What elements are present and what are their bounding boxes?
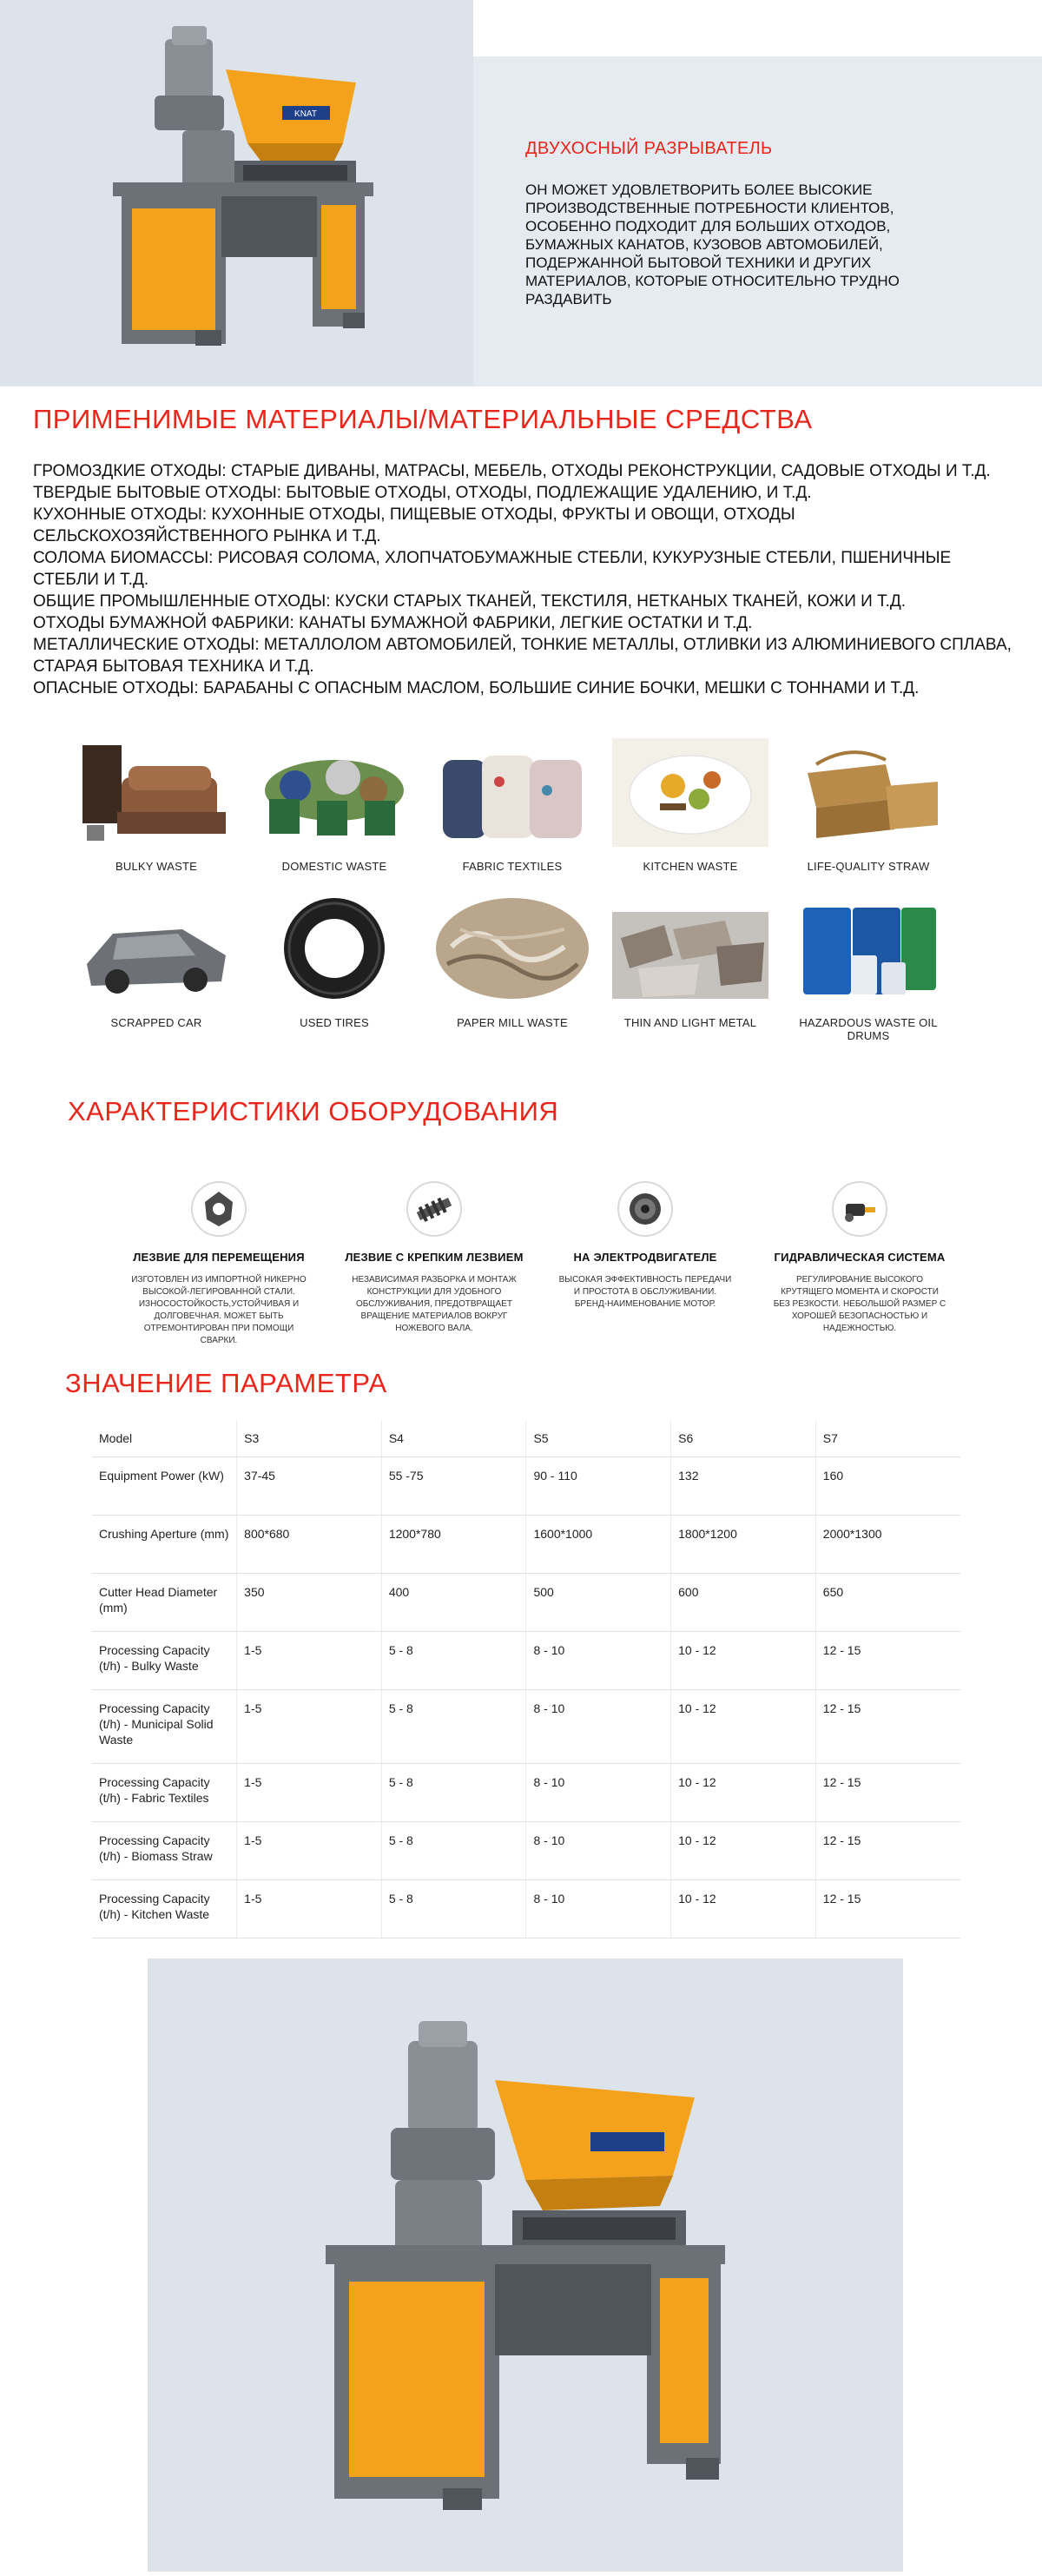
table-cell: 8 - 10 xyxy=(526,1822,671,1880)
material-item-paper-mill-waste xyxy=(425,895,599,1029)
table-cell: 10 - 12 xyxy=(671,1880,816,1939)
table-cell: 12 - 15 xyxy=(815,1764,960,1822)
table-cell: 1-5 xyxy=(237,1880,382,1939)
materials-line: ОБЩИЕ ПРОМЫШЛЕННЫЕ ОТХОДЫ: КУСКИ СТАРЫХ ТКАНЕЙ, ТЕКСТИЛЯ, НЕТКАНЫХ ТКАНЕЙ, КОЖИ И Т.Д. xyxy=(33,592,906,611)
table-row xyxy=(92,1822,960,1880)
material-label: THIN AND LIGHT METAL xyxy=(623,1016,757,1029)
table-cell: 12 - 15 xyxy=(815,1822,960,1880)
table-cell: 10 - 12 xyxy=(671,1822,816,1880)
feature-title: ЛЕЗВИЕ С КРЕПКИМ ЛЕЗВИЕМ xyxy=(345,1251,524,1264)
material-item-used-tires xyxy=(247,895,421,1029)
table-cell: Equipment Power (kW) xyxy=(92,1457,237,1516)
features-title: ХАРАКТЕРИСТИКИ ОБОРУДОВАНИЯ xyxy=(68,1096,559,1126)
table-cell: 8 - 10 xyxy=(526,1880,671,1939)
params-title: ЗНАЧЕНИЕ ПАРАМЕТРА xyxy=(65,1368,387,1398)
hero-description: ОН МОЖЕТ УДОВЛЕТВОРИТЬ БОЛЕЕ ВЫСОКИЕ ПРОИЗВОДСТВЕННЫЕ ПОТРЕБНОСТИ КЛИЕНТОВ, ОСОБЕННО ПОДХОДИТ ДЛЯ БОЛЬШИХ ОТХОДОВ, БУМАЖНЫХ КАНАТОВ, КУЗОВОВ АВТОМОБИЛЕЙ, ПОДЕРЖАННОЙ БЫТОВОЙ ТЕХНИКИ И ДРУГИХ МАТЕРИАЛОВ, КОТОРЫЕ ОТНОСИТЕЛЬНО ТРУДНО РАЗДАВИТЬ xyxy=(525,182,900,307)
table-cell: 10 - 12 xyxy=(671,1632,816,1690)
table-cell: Processing Capacity (t/h) - Fabric Textiles xyxy=(92,1764,237,1822)
materials-line: ОТХОДЫ БУМАЖНОЙ ФАБРИКИ: КАНАТЫ БУМАЖНОЙ ФАБРИКИ, ЛЕГКИЕ ОСТАТКИ И Т.Д. xyxy=(33,614,753,632)
materials-line: КУХОННЫЕ ОТХОДЫ: КУХОННЫЕ ОТХОДЫ, ПИЩЕВЫЕ ОТХОДЫ, ФРУКТЫ И ОВОЩИ, ОТХОДЫ СЕЛЬСКОХОЗЯЙСТВЕННОГО РЫНКА И Т.Д. xyxy=(33,505,795,545)
material-label: BULKY WASTE xyxy=(115,860,197,873)
feature-description: НЕЗАВИСИМАЯ РАЗБОРКА И МОНТАЖ КОНСТРУКЦИИ ДЛЯ УДОБНОГО ОБСЛУЖИВАНИЯ, ПРЕДОТВРАЩАЕТ ВРАЩЕНИЕ МАТЕРИАЛОВ ВОКРУГ НОЖЕВОГО ВАЛА. xyxy=(352,1275,517,1333)
material-label: HAZARDOUS WASTE OIL DRUMS xyxy=(799,1016,938,1042)
feature-item xyxy=(334,1181,534,1335)
table-cell: 5 - 8 xyxy=(381,1880,526,1939)
table-cell: 350 xyxy=(237,1574,382,1632)
motor-icon xyxy=(617,1181,673,1237)
bottom-image-panel xyxy=(148,1958,903,2572)
table-header-cell: Model xyxy=(92,1420,237,1457)
paper-waste-photo xyxy=(434,895,590,1003)
table-cell: 10 - 12 xyxy=(671,1690,816,1764)
material-item-oil-drums xyxy=(782,895,955,1042)
table-cell: 160 xyxy=(815,1457,960,1516)
table-cell: 5 - 8 xyxy=(381,1764,526,1822)
table-row xyxy=(92,1516,960,1574)
feature-description: ИЗГОТОВЛЕН ИЗ ИМПОРТНОЙ НИКЕРНО ВЫСОКОЙ-ЛЕГИРОВАННОЙ СТАЛИ. ИЗНОСОСТОЙКОСТЬ,УСТОЙЧИВАЯ И ДОЛГОВЕЧНАЯ. МОЖЕТ БЫТЬ ОТРЕМОНТИРОВАН ПРИ ПОМОЩИ СВАРКИ. xyxy=(131,1275,307,1345)
material-label: FABRIC TEXTILES xyxy=(462,860,563,873)
food-scraps-photo xyxy=(612,738,768,847)
table-cell: 132 xyxy=(671,1457,816,1516)
hero-image-panel xyxy=(0,0,473,386)
table-cell: 5 - 8 xyxy=(381,1632,526,1690)
table-cell: Processing Capacity (t/h) - Municipal Solid Waste xyxy=(92,1690,237,1764)
table-cell: 5 - 8 xyxy=(381,1690,526,1764)
table-cell: 1-5 xyxy=(237,1632,382,1690)
material-item-bulky-waste xyxy=(69,738,243,873)
spec-table xyxy=(92,1420,960,1939)
material-item-kitchen-waste xyxy=(603,738,777,873)
hero-title: ДВУХОСНЫЙ РАЗРЫВАТЕЛЬ xyxy=(525,139,773,158)
table-cell: 500 xyxy=(526,1574,671,1632)
feature-title: ЛЕЗВИЕ ДЛЯ ПЕРЕМЕЩЕНИЯ xyxy=(133,1251,305,1264)
table-cell: 12 - 15 xyxy=(815,1632,960,1690)
table-header-cell: S4 xyxy=(381,1420,526,1457)
table-cell: Processing Capacity (t/h) - Biomass Straw xyxy=(92,1822,237,1880)
table-cell: 8 - 10 xyxy=(526,1690,671,1764)
table-cell: Processing Capacity (t/h) - Kitchen Waste xyxy=(92,1880,237,1939)
straw-bales-photo xyxy=(790,738,946,847)
table-cell: 12 - 15 xyxy=(815,1690,960,1764)
table-header-cell: S6 xyxy=(671,1420,816,1457)
table-row xyxy=(92,1690,960,1764)
table-cell: 90 - 110 xyxy=(526,1457,671,1516)
table-row xyxy=(92,1764,960,1822)
material-item-scrapped-car xyxy=(69,895,243,1029)
blade-icon xyxy=(191,1181,247,1237)
table-cell: 1-5 xyxy=(237,1764,382,1822)
feature-title: НА ЭЛЕКТРОДВИГАТЕЛЕ xyxy=(573,1251,717,1264)
table-cell: 12 - 15 xyxy=(815,1880,960,1939)
table-cell: 600 xyxy=(671,1574,816,1632)
table-cell: 1600*1000 xyxy=(526,1516,671,1574)
table-cell: 5 - 8 xyxy=(381,1822,526,1880)
table-cell: 1200*780 xyxy=(381,1516,526,1574)
material-label: PAPER MILL WASTE xyxy=(457,1016,568,1029)
material-item-domestic-waste xyxy=(247,738,421,873)
table-cell: 2000*1300 xyxy=(815,1516,960,1574)
materials-line: ТВЕРДЫЕ БЫТОВЫЕ ОТХОДЫ: БЫТОВЫЕ ОТХОДЫ, ОТХОДЫ, ПОДЛЕЖАЩИЕ УДАЛЕНИЮ, И Т.Д. xyxy=(33,484,812,502)
feature-description: РЕГУЛИРОВАНИЕ ВЫСОКОГО КРУТЯЩЕГО МОМЕНТА И СКОРОСТИ БЕЗ РЕЗКОСТИ. НЕБОЛЬШОЙ РАЗМЕР С ХОРОШЕЙ БЕЗОПАСНОСТЬЮ И НАДЕЖНОСТЬЮ. xyxy=(773,1275,946,1333)
feature-description: ВЫСОКАЯ ЭФФЕКТИВНОСТЬ ПЕРЕДАЧИ И ПРОСТОТА В ОБСЛУЖИВАНИИ. БРЕНД-НАИМЕНОВАНИЕ МОТОР. xyxy=(558,1275,732,1309)
hydraulic-icon xyxy=(832,1181,887,1237)
hero-section xyxy=(0,0,1042,386)
material-label: KITCHEN WASTE xyxy=(643,860,738,873)
table-row xyxy=(92,1574,960,1632)
feature-item xyxy=(545,1181,745,1311)
material-item-life-quality-straw xyxy=(782,738,955,873)
material-label: USED TIRES xyxy=(300,1016,369,1029)
table-cell: 37-45 xyxy=(237,1457,382,1516)
table-row xyxy=(92,1457,960,1516)
shaft-icon xyxy=(406,1181,462,1237)
feature-item xyxy=(760,1181,960,1335)
table-cell: 1-5 xyxy=(237,1690,382,1764)
table-cell: Crushing Aperture (mm) xyxy=(92,1516,237,1574)
table-cell: 1-5 xyxy=(237,1822,382,1880)
oil-drums-photo xyxy=(790,895,946,1003)
table-header-cell: S7 xyxy=(815,1420,960,1457)
tire-photo xyxy=(256,895,412,1003)
material-label: SCRAPPED CAR xyxy=(110,1016,202,1029)
garbage-bins-photo xyxy=(256,738,412,847)
table-row xyxy=(92,1632,960,1690)
materials-line: ГРОМОЗДКИЕ ОТХОДЫ: СТАРЫЕ ДИВАНЫ, МАТРАСЫ, МЕБЕЛЬ, ОТХОДЫ РЕКОНСТРУКЦИИ, САДОВЫЕ ОТХОДЫ И Т.Д. xyxy=(33,462,991,480)
feature-title: ГИДРАВЛИЧЕСКАЯ СИСТЕМА xyxy=(774,1251,946,1264)
material-label: LIFE-QUALITY STRAW xyxy=(807,860,930,873)
table-cell: Processing Capacity (t/h) - Bulky Waste xyxy=(92,1632,237,1690)
sofa-furniture-photo xyxy=(78,738,234,847)
table-cell: 400 xyxy=(381,1574,526,1632)
materials-list xyxy=(33,460,1014,699)
materials-title: ПРИМЕНИМЫЕ МАТЕРИАЛЫ/МАТЕРИАЛЬНЫЕ СРЕДСТВА xyxy=(33,404,813,434)
shredder-machine-large-image xyxy=(148,1958,903,2572)
materials-line: МЕТАЛЛИЧЕСКИЕ ОТХОДЫ: МЕТАЛЛОЛОМ АВТОМОБИЛЕЙ, ТОНКИЕ МЕТАЛЛЫ, ОТЛИВКИ ИЗ АЛЮМИНИЕВОГО СПЛАВА, СТАРАЯ БЫТОВАЯ ТЕХНИКА И Т.Д. xyxy=(33,636,1012,676)
feature-item xyxy=(119,1181,319,1347)
machine-logo-text: KNAT xyxy=(294,109,317,119)
table-cell: 8 - 10 xyxy=(526,1764,671,1822)
table-header-cell: S5 xyxy=(526,1420,671,1457)
table-cell: 650 xyxy=(815,1574,960,1632)
table-cell: Cutter Head Diameter (mm) xyxy=(92,1574,237,1632)
table-cell: 1800*1200 xyxy=(671,1516,816,1574)
table-header-row xyxy=(92,1420,960,1457)
table-row xyxy=(92,1880,960,1939)
table-header-cell: S3 xyxy=(237,1420,382,1457)
table-cell: 55 -75 xyxy=(381,1457,526,1516)
materials-line: СОЛОМА БИОМАССЫ: РИСОВАЯ СОЛОМА, ХЛОПЧАТОБУМАЖНЫЕ СТЕБЛИ, КУКУРУЗНЫЕ СТЕБЛИ, ПШЕНИЧНЫЕ СТЕБЛИ И Т.Д. xyxy=(33,549,952,589)
material-item-thin-light-metal xyxy=(603,895,777,1029)
table-cell: 10 - 12 xyxy=(671,1764,816,1822)
table-cell: 8 - 10 xyxy=(526,1632,671,1690)
material-label: DOMESTIC WASTE xyxy=(281,860,387,873)
table-cell: 800*680 xyxy=(237,1516,382,1574)
material-item-fabric-textiles xyxy=(425,738,599,873)
materials-line: ОПАСНЫЕ ОТХОДЫ: БАРАБАНЫ С ОПАСНЫМ МАСЛОМ, БОЛЬШИЕ СИНИЕ БОЧКИ, МЕШКИ С ТОННАМИ И Т.Д. xyxy=(33,679,920,697)
shredder-machine-image xyxy=(0,0,473,386)
fabric-bags-photo xyxy=(434,738,590,847)
wrecked-car-photo xyxy=(78,895,234,1003)
scrap-metal-photo xyxy=(612,895,768,1003)
